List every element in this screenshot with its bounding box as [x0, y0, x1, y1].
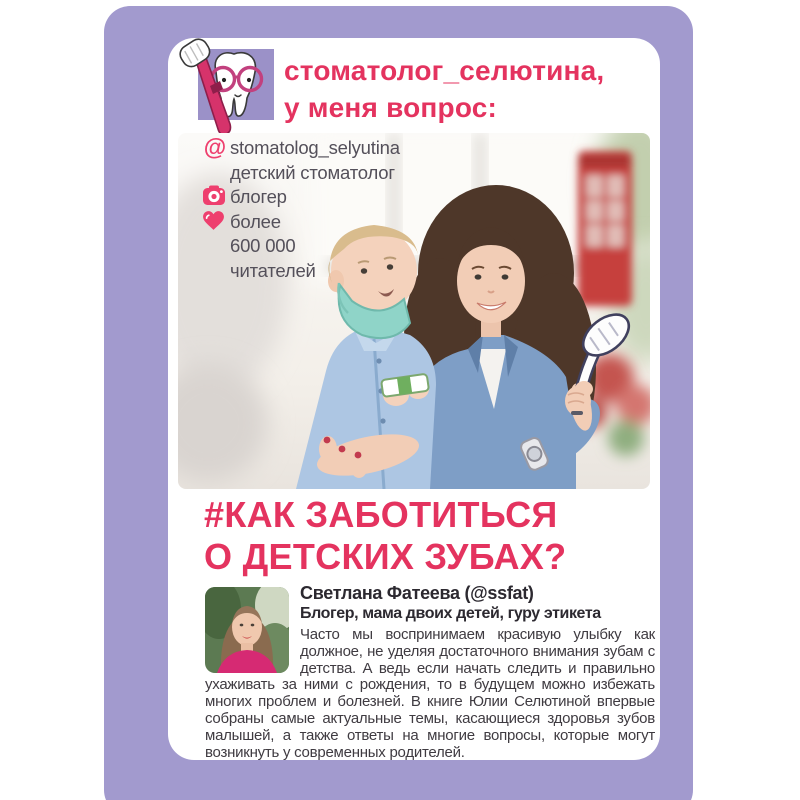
profile-occupation: блогер — [230, 186, 287, 207]
hashtag-line1: #КАК ЗАБОТИТЬСЯ — [204, 494, 558, 535]
followers-count: 600 000 — [230, 235, 296, 256]
profile-subtitle: детский стоматолог — [230, 161, 395, 183]
review-block — [205, 583, 655, 760]
content-card — [168, 38, 660, 760]
street-blur2 — [178, 363, 268, 483]
page-title-line1: стоматолог_селютина, — [284, 55, 605, 86]
left-eye — [222, 78, 226, 82]
purple-panel — [104, 6, 693, 800]
right-eye — [247, 78, 251, 82]
profile-handle: stomatolog_selyutina — [230, 137, 400, 158]
phone-booth — [578, 151, 632, 306]
heart-icon — [202, 210, 228, 231]
hashtag-heading — [204, 494, 566, 578]
page-title-line2: у меня вопрос: — [284, 92, 498, 123]
reviewer-role: Блогер, мама двоих детей, гуру этикета — [300, 605, 601, 622]
reviewer-avatar — [205, 587, 289, 673]
followers-line: читателей — [230, 259, 316, 281]
reviewer-name: Светлана Фатеева (@ssfat) — [300, 583, 534, 603]
profile-info-lines — [230, 136, 400, 283]
camera-icon — [202, 185, 228, 206]
hashtag-line2: О ДЕТСКИХ ЗУБАХ? — [204, 536, 567, 577]
followers-line: более — [230, 210, 281, 232]
page-title — [284, 52, 654, 126]
at-icon: @ — [203, 134, 227, 160]
review-text: Часто мы воспринимаем красивую улыбку как должное, не уделяя достаточного внимания зубам с детства. А ведь если начать следить и правильно ухаживать за ними с рождения, то в будущем можно избежать многих проблем и болезней. В книге Юлии Селютиной впервые собраны самые актуальные темы, касающиеся здоровья зубов малышей, а также ответы на многие вопросы, которые могут возникнуть у современных родителей. — [205, 626, 655, 760]
